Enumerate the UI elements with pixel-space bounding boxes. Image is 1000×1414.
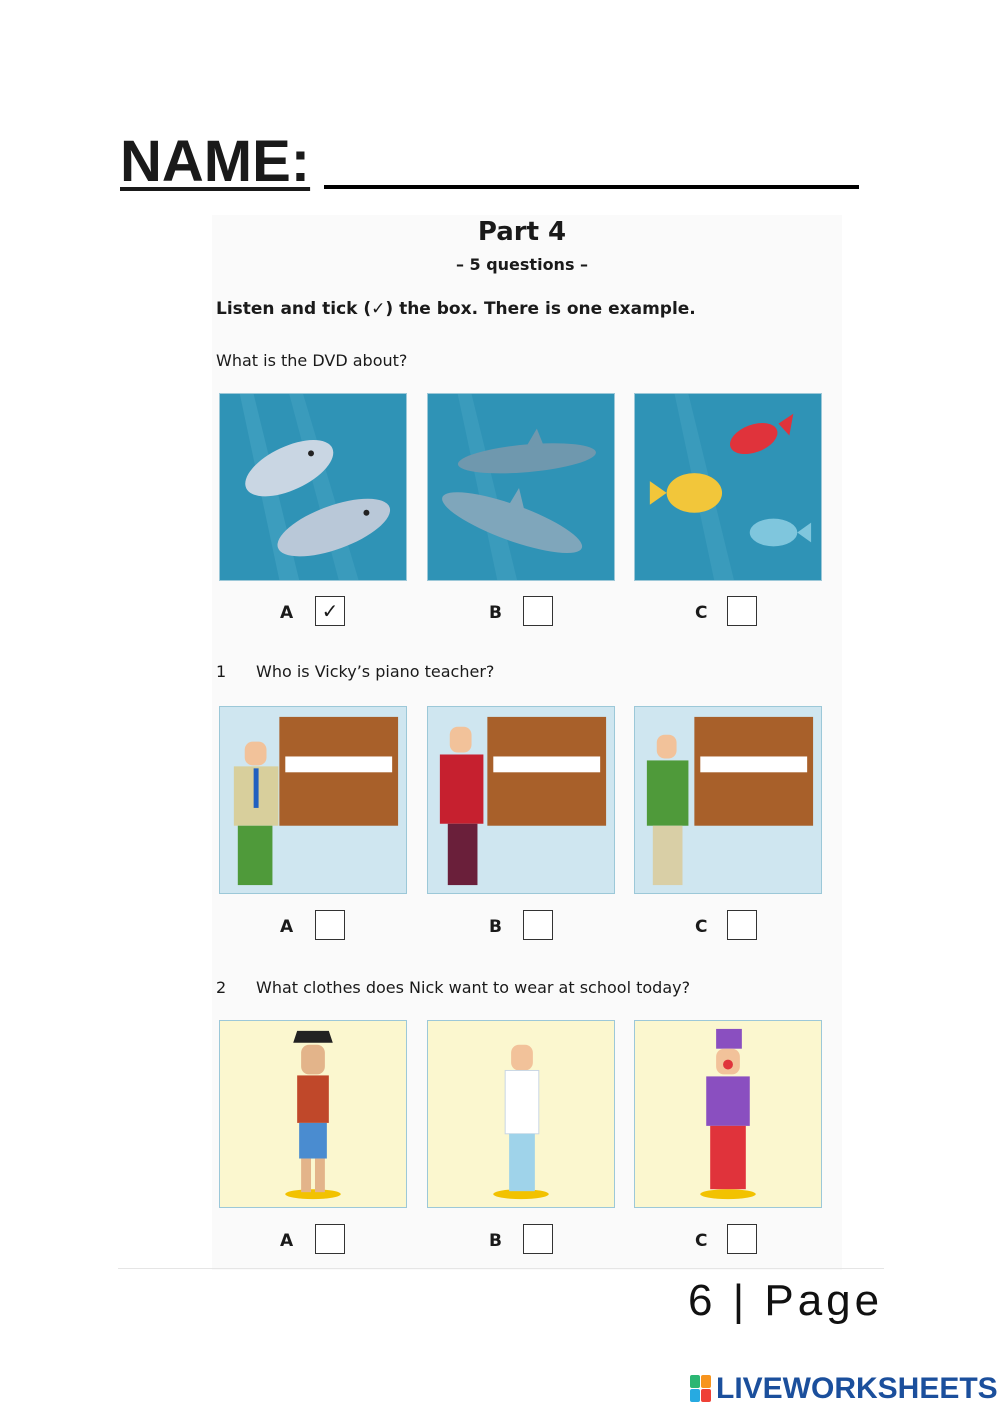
question-text: What clothes does Nick want to wear at school today? [256, 978, 691, 997]
option-letter: C [695, 917, 708, 937]
checkbox-q1-a[interactable] [315, 910, 345, 940]
brand-name: LIVEWORKSHEETS [716, 1372, 998, 1405]
checkbox-q1-c[interactable] [727, 910, 757, 940]
checkbox-example-a[interactable]: ✓ [315, 596, 345, 626]
page-number: 6 | Page [688, 1276, 884, 1325]
option-letter: B [489, 603, 502, 623]
checkbox-example-c[interactable] [727, 596, 757, 626]
picture-teacher-b [427, 706, 615, 894]
part-subtitle: – 5 questions – [455, 255, 589, 274]
question-1 [216, 662, 494, 681]
picture-pirate [219, 1020, 407, 1208]
option-letter: A [280, 1231, 294, 1251]
checkbox-q2-b[interactable] [523, 1224, 553, 1254]
part-title: Part 4 [477, 217, 567, 247]
picture-clown [634, 1020, 822, 1208]
question-number: 1 [216, 662, 227, 681]
instruction: Listen and tick (✓) the box. There is one example. [216, 299, 696, 319]
option-letter: C [695, 603, 708, 623]
name-field [120, 128, 859, 195]
picture-teacher-c [634, 706, 822, 894]
picture-fish [634, 393, 822, 581]
footer-divider [118, 1268, 884, 1269]
option-letter: A [280, 603, 294, 623]
option-letter: B [489, 1231, 502, 1251]
name-blank-line[interactable] [324, 131, 859, 189]
question-number: 2 [216, 978, 227, 997]
worksheet [212, 215, 842, 1270]
question-text: Who is Vicky’s piano teacher? [256, 662, 495, 681]
question-2 [216, 978, 690, 997]
checkbox-q1-b[interactable] [523, 910, 553, 940]
picture-sharks [427, 393, 615, 581]
question-example [216, 351, 407, 370]
picture-doctor [427, 1020, 615, 1208]
option-letter: B [489, 917, 502, 937]
name-label: NAME: [120, 129, 311, 194]
liveworksheets-logo-icon [690, 1375, 712, 1403]
checkbox-example-b[interactable] [523, 596, 553, 626]
picture-teacher-a [219, 706, 407, 894]
liveworksheets-brand [690, 1372, 998, 1406]
checkbox-q2-c[interactable] [727, 1224, 757, 1254]
picture-dolphins [219, 393, 407, 581]
checkbox-q2-a[interactable] [315, 1224, 345, 1254]
question-text: What is the DVD about? [216, 351, 408, 370]
option-letter: A [280, 917, 294, 937]
option-letter: C [695, 1231, 708, 1251]
